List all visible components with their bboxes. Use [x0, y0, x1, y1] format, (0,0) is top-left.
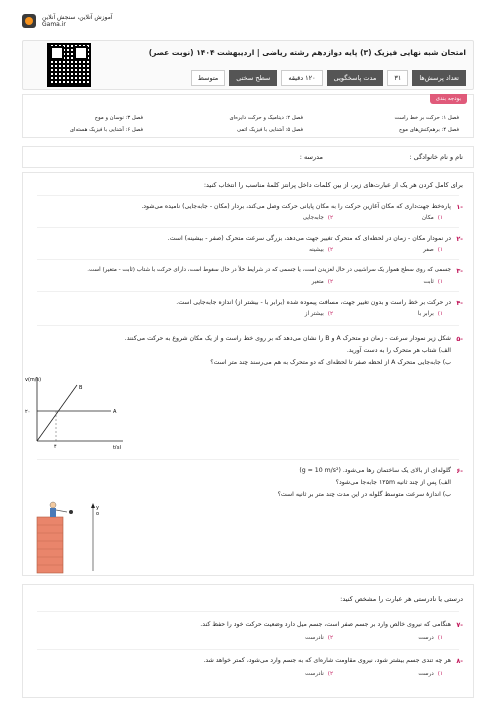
line-b	[37, 385, 77, 441]
student-name-label: نام و نام خانوادگی :	[409, 153, 463, 161]
question-text: پاره‌خط جهت‌داری که مکان آغازین حرکت را به مکان پایانی حرکت وصل می‌کند، بردار (مکان - جابه‌جایی) نامیده می‌شود.	[141, 203, 451, 210]
question-text: هر چه تندی جسم بیشتر شود، نیروی مقاومت شاره‌ای که به جسم وارد می‌شود، کمتر خواهد شد.	[203, 657, 451, 664]
question-number: ۵-	[456, 335, 463, 343]
question-subpart-a: الف) شتاب هر متحرک را به دست آورید.	[346, 347, 451, 354]
option-1[interactable]: ۱)درست	[418, 635, 443, 641]
question-subpart-b: ب) اندازهٔ سرعت متوسط گلوله در این مدت چند متر بر ثانیه است؟	[277, 491, 451, 498]
option-2[interactable]: ۲)نادرست	[305, 635, 333, 641]
topic-item: فصل ۱: حرکت بر خط راست	[394, 115, 459, 121]
topic-item: فصل ۴: برهم‌کنش‌های موج	[399, 127, 459, 133]
topics-label: بودجه بندی	[430, 94, 467, 104]
option-1[interactable]: ۱)درست	[418, 671, 443, 677]
exam-meta	[191, 70, 466, 86]
topic-item: فصل ۶: آشنایی با فیزیک هسته‌ای	[69, 127, 143, 133]
student-info	[22, 146, 474, 168]
question-number: ۶-	[456, 467, 463, 475]
question-number: ۴-	[456, 299, 463, 307]
person-arm	[56, 510, 67, 512]
brand	[22, 14, 113, 28]
option-2[interactable]: ۲)جابه‌جایی	[302, 215, 333, 221]
topic-item: فصل ۲: دینامیک و حرکت دایره‌ای	[229, 115, 303, 121]
question-number: ۱-	[456, 203, 463, 211]
building-illustration	[23, 499, 133, 575]
question-text: هنگامی که نیروی خالص وارد بر جسم صفر است، جسم میل دارد وضعیت حرکت خود را حفظ کند.	[200, 621, 451, 628]
questions-value: ۳۱	[387, 70, 408, 86]
question-text: شکل زیر نمودار سرعت - زمان دو متحرک A و B را نشان می‌دهد که بر روی خط راست و از یک مکان شروع به حرکت می‌کنند.	[124, 335, 451, 342]
topic-item: فصل ۵: آشنایی با فیزیک اتمی	[237, 127, 303, 133]
question-number: ۲-	[456, 235, 463, 243]
question-number: ۷-	[456, 621, 463, 629]
option-1[interactable]: ۱)برابر با	[417, 311, 443, 317]
gama-logo-icon	[22, 14, 36, 28]
question-text: در حرکت بر خط راست و بدون تغییر جهت، مسافت پیموده شده (برابر با - بیشتر از) اندازه جابه‌جایی است.	[176, 299, 451, 306]
brick-building	[37, 517, 63, 573]
section-1-instruction: برای کامل کردن هر یک از عبارت‌های زیر، از بین کلمات داخل پرانتز کلمهٔ مناسب را انتخاب کنید:	[203, 181, 463, 189]
question-number: ۸-	[456, 657, 463, 665]
ball	[69, 510, 73, 514]
graph-label-b: B	[79, 385, 83, 391]
section-2-instruction: درستی یا نادرستی هر عبارت را مشخص کنید:	[340, 595, 463, 603]
section-questions	[22, 172, 474, 576]
topics-box	[22, 94, 474, 138]
graph-x-tick: ۴	[54, 444, 57, 449]
option-2[interactable]: ۲)بیشتر از	[304, 311, 333, 317]
question-text: جسمی که روی سطح هموار یک سراشیبی در حال لغزیدن است، یا جسمی که در شرایط خلأ در حال سقوط است، دارای حرکت با شتاب (ثابت - متغیر) است.	[87, 267, 451, 273]
school-label: مدرسه :	[299, 153, 323, 161]
duration-value: ۱۲۰ دقیقه	[281, 70, 322, 86]
velocity-time-graph	[23, 371, 133, 449]
difficulty-label: سطح سختی	[229, 70, 277, 86]
brand-tagline: آموزش آنلاین، سنجش آنلاین	[42, 14, 113, 21]
graph-y-tick: ۲۰	[25, 409, 31, 415]
question-text: در نمودار مکان - زمان در لحظه‌ای که متحرک تغییر جهت می‌دهد، بزرگی سرعت متحرک (صفر - بیشینه) است.	[167, 235, 451, 242]
graph-y-label: v(m/s)	[25, 377, 42, 383]
option-2[interactable]: ۲)نادرست	[305, 671, 333, 677]
graph-label-a: A	[113, 409, 117, 415]
question-subpart-a: الف) پس از چند ثانیه ۱۲۵m جابه‌جا می‌شود؟	[335, 479, 451, 486]
difficulty-value: متوسط	[191, 70, 225, 86]
qr-code-icon	[47, 43, 91, 87]
questions-label: تعداد پرسش‌ها	[412, 70, 466, 86]
topic-item: فصل ۳: نوسان و موج	[94, 115, 143, 121]
question-text: گلوله‌ای از بالای یک ساختمان رها می‌شود. (g = 10 m/s²)	[299, 467, 451, 474]
brand-domain: Gama.ir	[42, 21, 66, 28]
exam-title: امتحان شبه نهایی فیزیک (۳) پایه دوازدهم رشته ریاضی | اردیبهشت ۱۴۰۴ (نوبت عصر)	[148, 48, 466, 57]
option-1[interactable]: ۱)مکان	[421, 215, 443, 221]
origin-label: o	[96, 511, 100, 517]
person-head	[50, 502, 56, 508]
person-body	[50, 508, 56, 517]
option-2[interactable]: ۲)بیشینه	[309, 247, 333, 253]
question-number: ۳-	[456, 267, 463, 275]
option-2[interactable]: ۲)متغیر	[311, 279, 333, 285]
duration-label: مدت پاسخگویی	[327, 70, 384, 86]
section-true-false	[22, 584, 474, 698]
option-1[interactable]: ۱)ثابت	[423, 279, 443, 285]
question-subpart-b: ب) جابه‌جایی متحرک A از لحظه صفر تا لحظه‌ای که دو متحرک به هم می‌رسند چند متر است؟	[210, 359, 451, 366]
graph-x-label: t(s)	[113, 445, 122, 449]
y-axis-label: y	[96, 505, 99, 511]
option-1[interactable]: ۱)صفر	[423, 247, 443, 253]
